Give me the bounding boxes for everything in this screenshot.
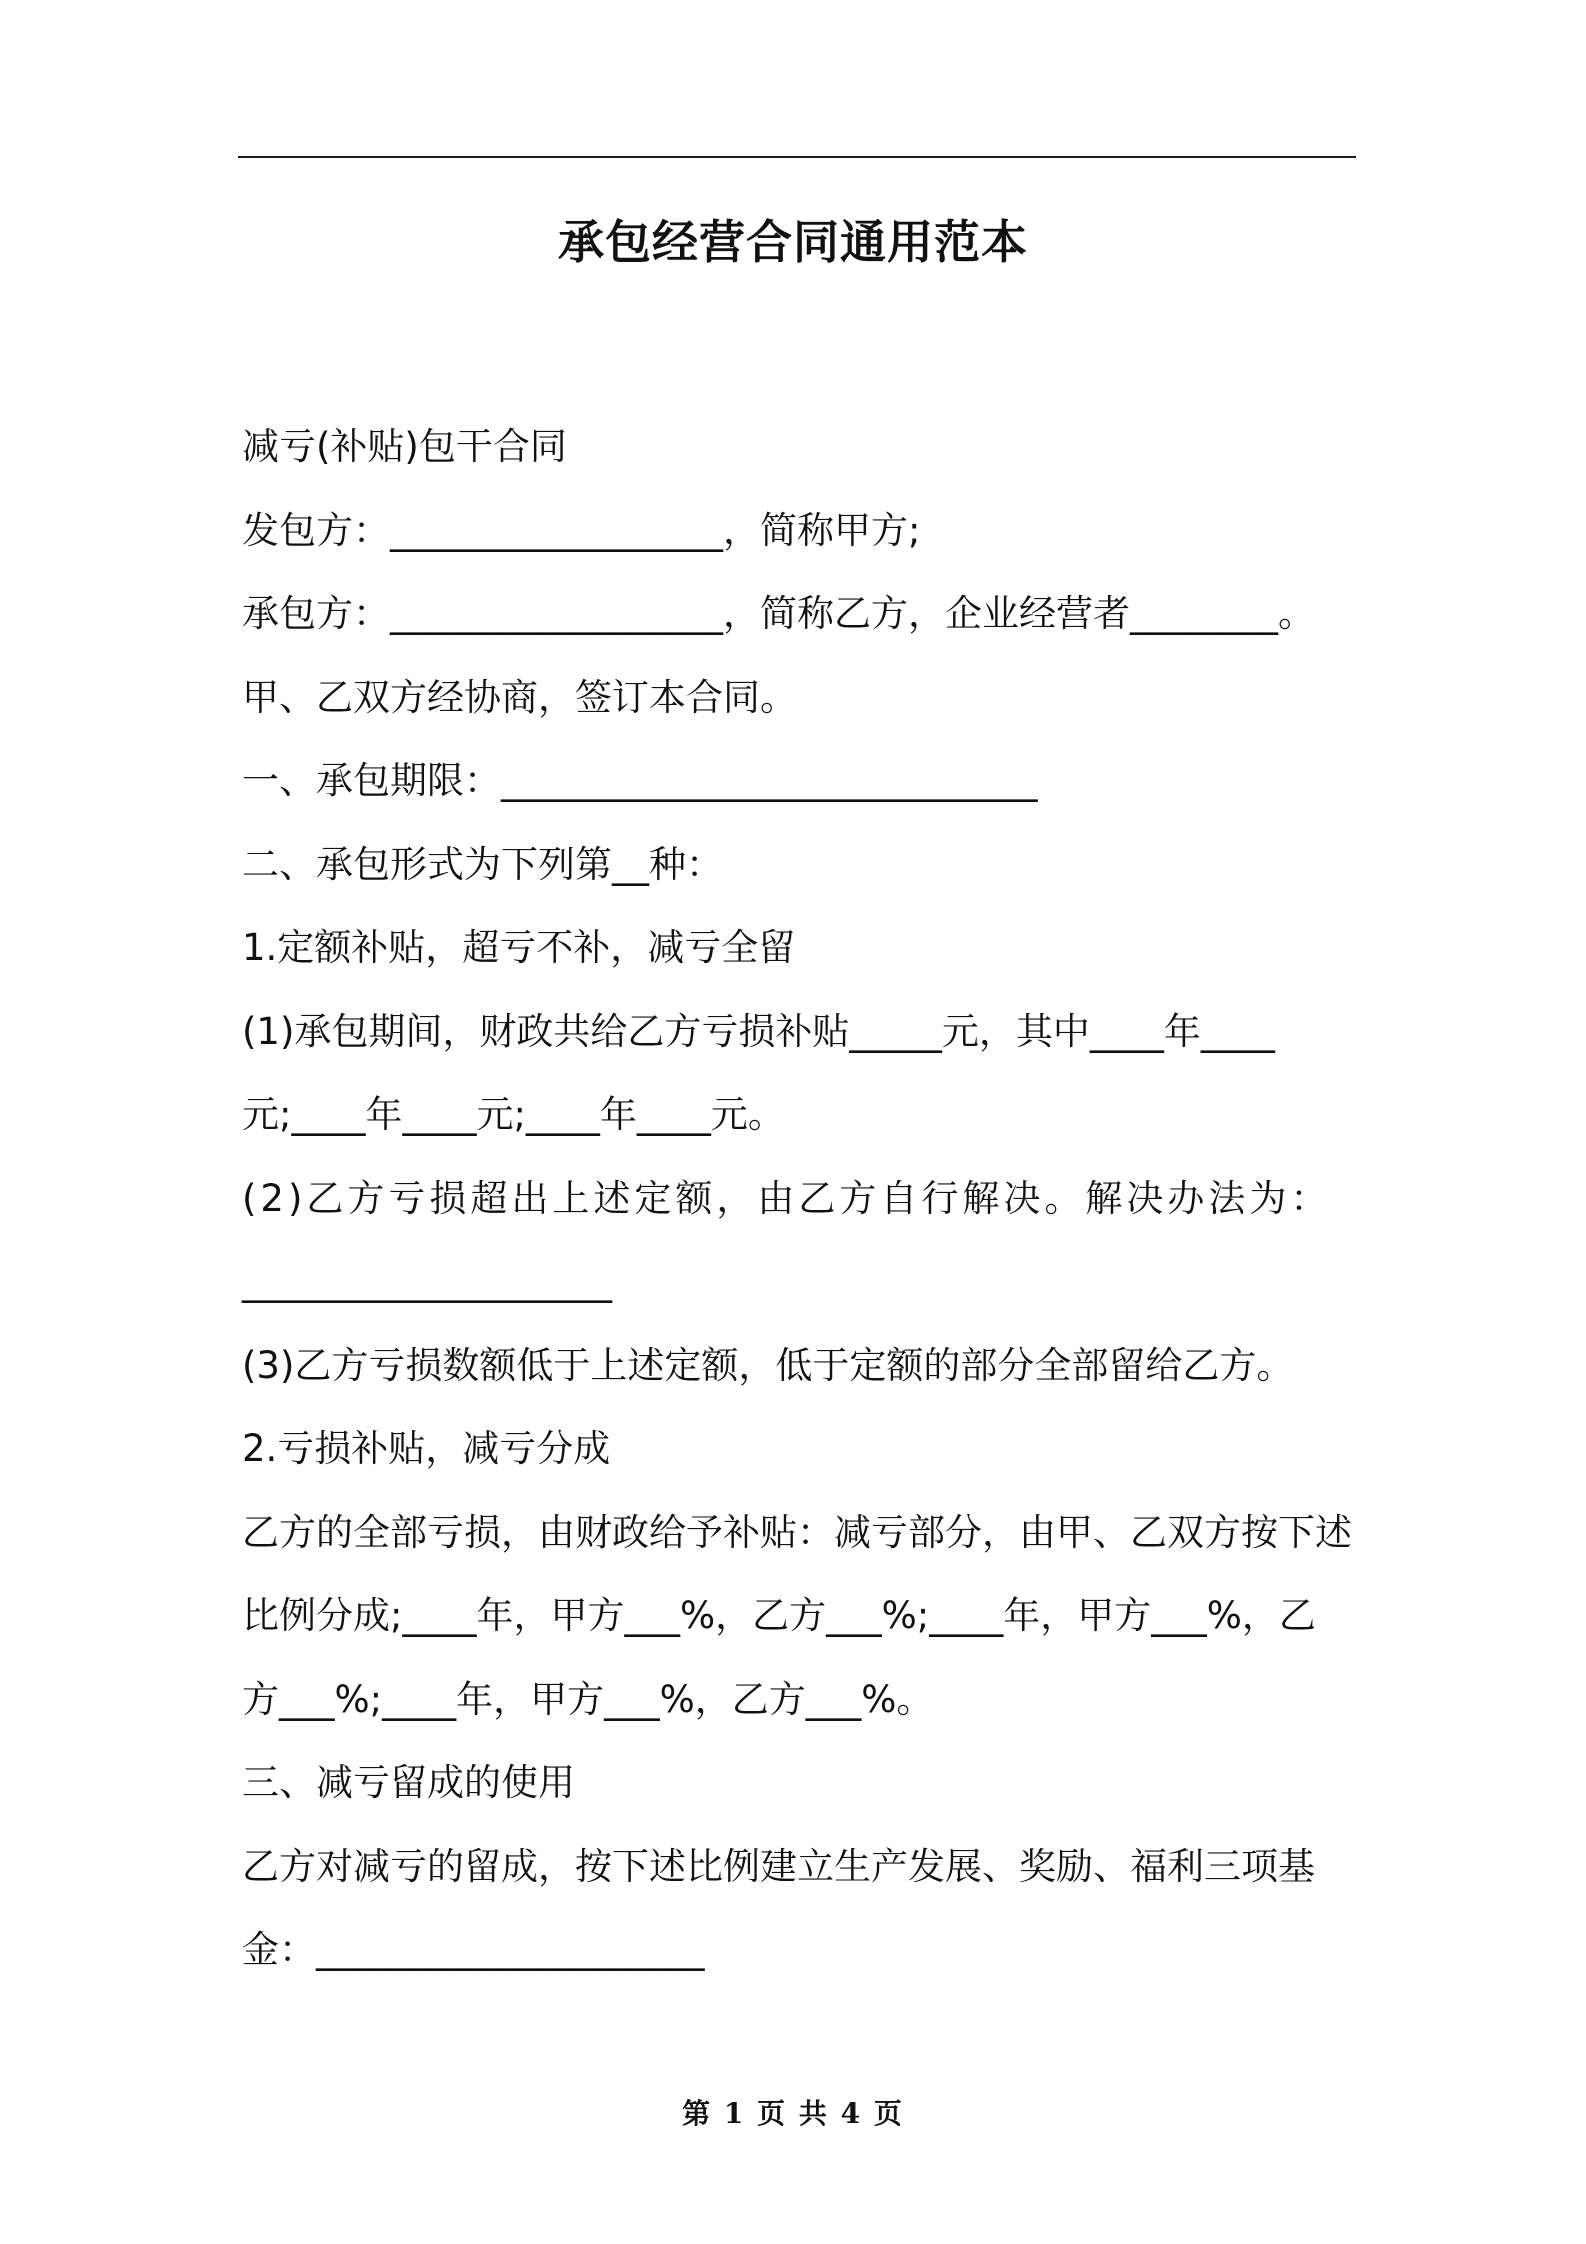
- section-1-term: 一、承包期限：_____________________________: [242, 759, 1038, 802]
- option-2-line-1: 乙方的全部亏损，由财政给予补贴：减亏部分，由甲、乙双方按下述: [242, 1510, 1352, 1554]
- clause-1-3: (3)乙方亏损数额低于上述定额，低于定额的部分全部留给乙方。: [242, 1343, 1294, 1387]
- party-b-line: 承包方：__________________，简称乙方，企业经营者________。: [242, 592, 1315, 635]
- party-a-line: 发包方：__________________，简称甲方;: [242, 508, 921, 552]
- option-2-line-3: 方___%;____年，甲方___%，乙方___%。: [242, 1677, 934, 1721]
- agreement-statement: 甲、乙双方经协商，签订本合同。: [242, 675, 797, 719]
- document-title: 承包经营合同通用范本: [558, 215, 1028, 269]
- option-1-heading: 1.定额补贴，超亏不补，减亏全留: [242, 926, 796, 969]
- section-2-form: 二、承包形式为下列第__种：: [242, 842, 723, 886]
- option-2-line-2: 比例分成;____年，甲方___%，乙方___%;____年，甲方___%，乙: [242, 1594, 1316, 1637]
- option-2-heading: 2.亏损补贴，减亏分成: [242, 1427, 611, 1470]
- clause-1-2-line-1: (2)乙方亏损超出上述定额，由乙方自行解决。解决办法为：: [242, 1176, 1332, 1220]
- header-rule: [238, 156, 1356, 158]
- page-indicator: 第 1 页 共 4 页: [682, 2097, 904, 2130]
- clause-1-1-line-1: (1)承包期间，财政共给乙方亏损补贴_____元，其中____年____: [242, 1009, 1275, 1053]
- section-3-heading: 三、减亏留成的使用: [242, 1761, 575, 1804]
- clause-1-2-blank: ____________________: [242, 1260, 612, 1303]
- document-body: [242, 405, 1356, 1992]
- clause-1-1-line-2: 元;____年____元;____年____元。: [242, 1093, 785, 1136]
- section-3-line-1: 乙方对减亏的留成，按下述比例建立生产发展、奖励、福利三项基: [242, 1844, 1315, 1888]
- section-3-line-2: 金：_____________________: [242, 1928, 705, 1971]
- contract-subtitle: 减亏(补贴)包干合同: [242, 425, 567, 468]
